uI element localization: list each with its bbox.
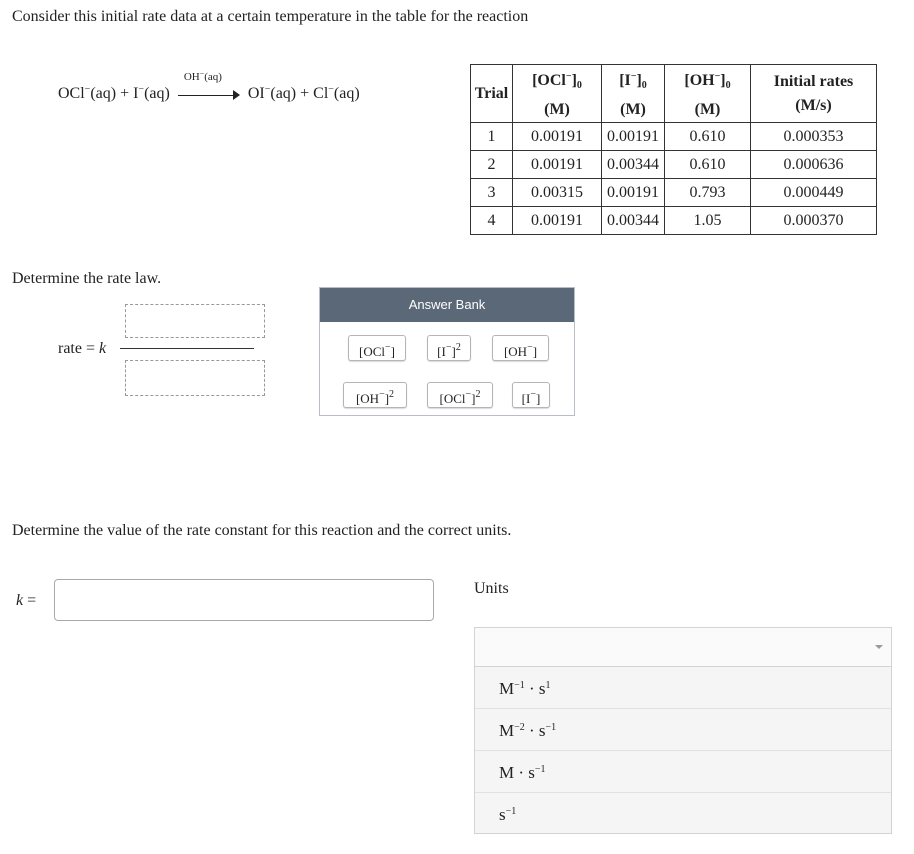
answer-bank-title: Answer Bank (320, 288, 574, 322)
header-ocl: $[OCl^-]_0$ (M) (513, 65, 602, 123)
cell-trial: 2 (471, 151, 513, 179)
cell-oh: 0.793 (665, 179, 751, 207)
rate-law-fraction-line (120, 348, 254, 349)
unit-option[interactable]: $s^{-1}$ (499, 805, 517, 824)
table-row (471, 179, 877, 207)
problem-intro: Consider this initial rate data at a certain temperature in the table for the reaction (12, 8, 529, 25)
unit-option[interactable]: $M^{-2} \cdot s^{-1}$ (475, 709, 891, 751)
chip-ocl-squared[interactable]: $[OCl^-]^2$ (427, 382, 493, 408)
catalyst-label: OH−(aq) (183, 69, 222, 84)
chevron-down-icon (875, 645, 883, 649)
cell-i: 0.00191 (602, 179, 665, 207)
header-initial-rates: Initial rates (M/s) (751, 65, 877, 123)
cell-ocl: 0.00315 (513, 179, 602, 207)
cell-ocl: 0.00191 (513, 123, 602, 151)
k-label: k = (16, 592, 37, 609)
cell-trial: 3 (471, 179, 513, 207)
cell-rate: 0.000449 (751, 179, 877, 207)
header-oh: $[OH^-]_0$ (M) (665, 65, 751, 123)
chip-i-squared[interactable]: $[I^-]^2$ (427, 335, 471, 361)
units-select[interactable] (475, 628, 891, 667)
rate-law-prompt: Determine the rate law. (12, 270, 162, 287)
answer-bank (319, 287, 575, 416)
cell-ocl: 0.00191 (513, 207, 602, 235)
cell-i: 0.00344 (602, 207, 665, 235)
chip-oh[interactable]: [OH−] (492, 335, 549, 361)
products: OI−(aq) + Cl−(aq) (247, 84, 360, 102)
rate-law-label: rate = k (58, 340, 107, 357)
table-row (471, 207, 877, 235)
cell-i: 0.00344 (602, 151, 665, 179)
cell-i: 0.00191 (602, 123, 665, 151)
header-i: $[I^-]_0$ (M) (602, 65, 665, 123)
cell-rate: 0.000370 (751, 207, 877, 235)
chip-i[interactable]: [I−] (512, 382, 550, 408)
unit-option[interactable]: $M \cdot s^{-1}$ (475, 751, 891, 793)
rate-constant-prompt: Determine the value of the rate constant for this reaction and the correct units. (12, 522, 512, 539)
cell-rate: 0.000636 (751, 151, 877, 179)
units-label: Units (474, 580, 509, 597)
cell-trial: 4 (471, 207, 513, 235)
cell-trial: 1 (471, 123, 513, 151)
cell-oh: 1.05 (665, 207, 751, 235)
k-value-input[interactable] (54, 579, 434, 621)
table-row (471, 151, 877, 179)
table-row (471, 123, 877, 151)
reaction-equation (58, 69, 360, 103)
chip-oh-squared[interactable]: $[OH^-]^2$ (343, 382, 407, 408)
rate-law-numerator-dropzone[interactable] (125, 304, 265, 338)
unit-option[interactable]: $M^{-1} \cdot s^1$ (475, 667, 891, 709)
cell-oh: 0.610 (665, 151, 751, 179)
reactant-ocl: OCl−(aq) + I−(aq) (58, 84, 170, 102)
rate-data-table (470, 64, 877, 235)
units-dropdown (474, 627, 892, 834)
header-trial: Trial (471, 65, 513, 123)
cell-ocl: 0.00191 (513, 151, 602, 179)
reaction-arrow (178, 69, 240, 102)
cell-oh: 0.610 (665, 123, 751, 151)
rate-law-denominator-dropzone[interactable] (125, 360, 265, 396)
table-header-row (471, 65, 877, 123)
cell-rate: 0.000353 (751, 123, 877, 151)
chip-ocl[interactable]: [OCl−] (348, 335, 406, 361)
